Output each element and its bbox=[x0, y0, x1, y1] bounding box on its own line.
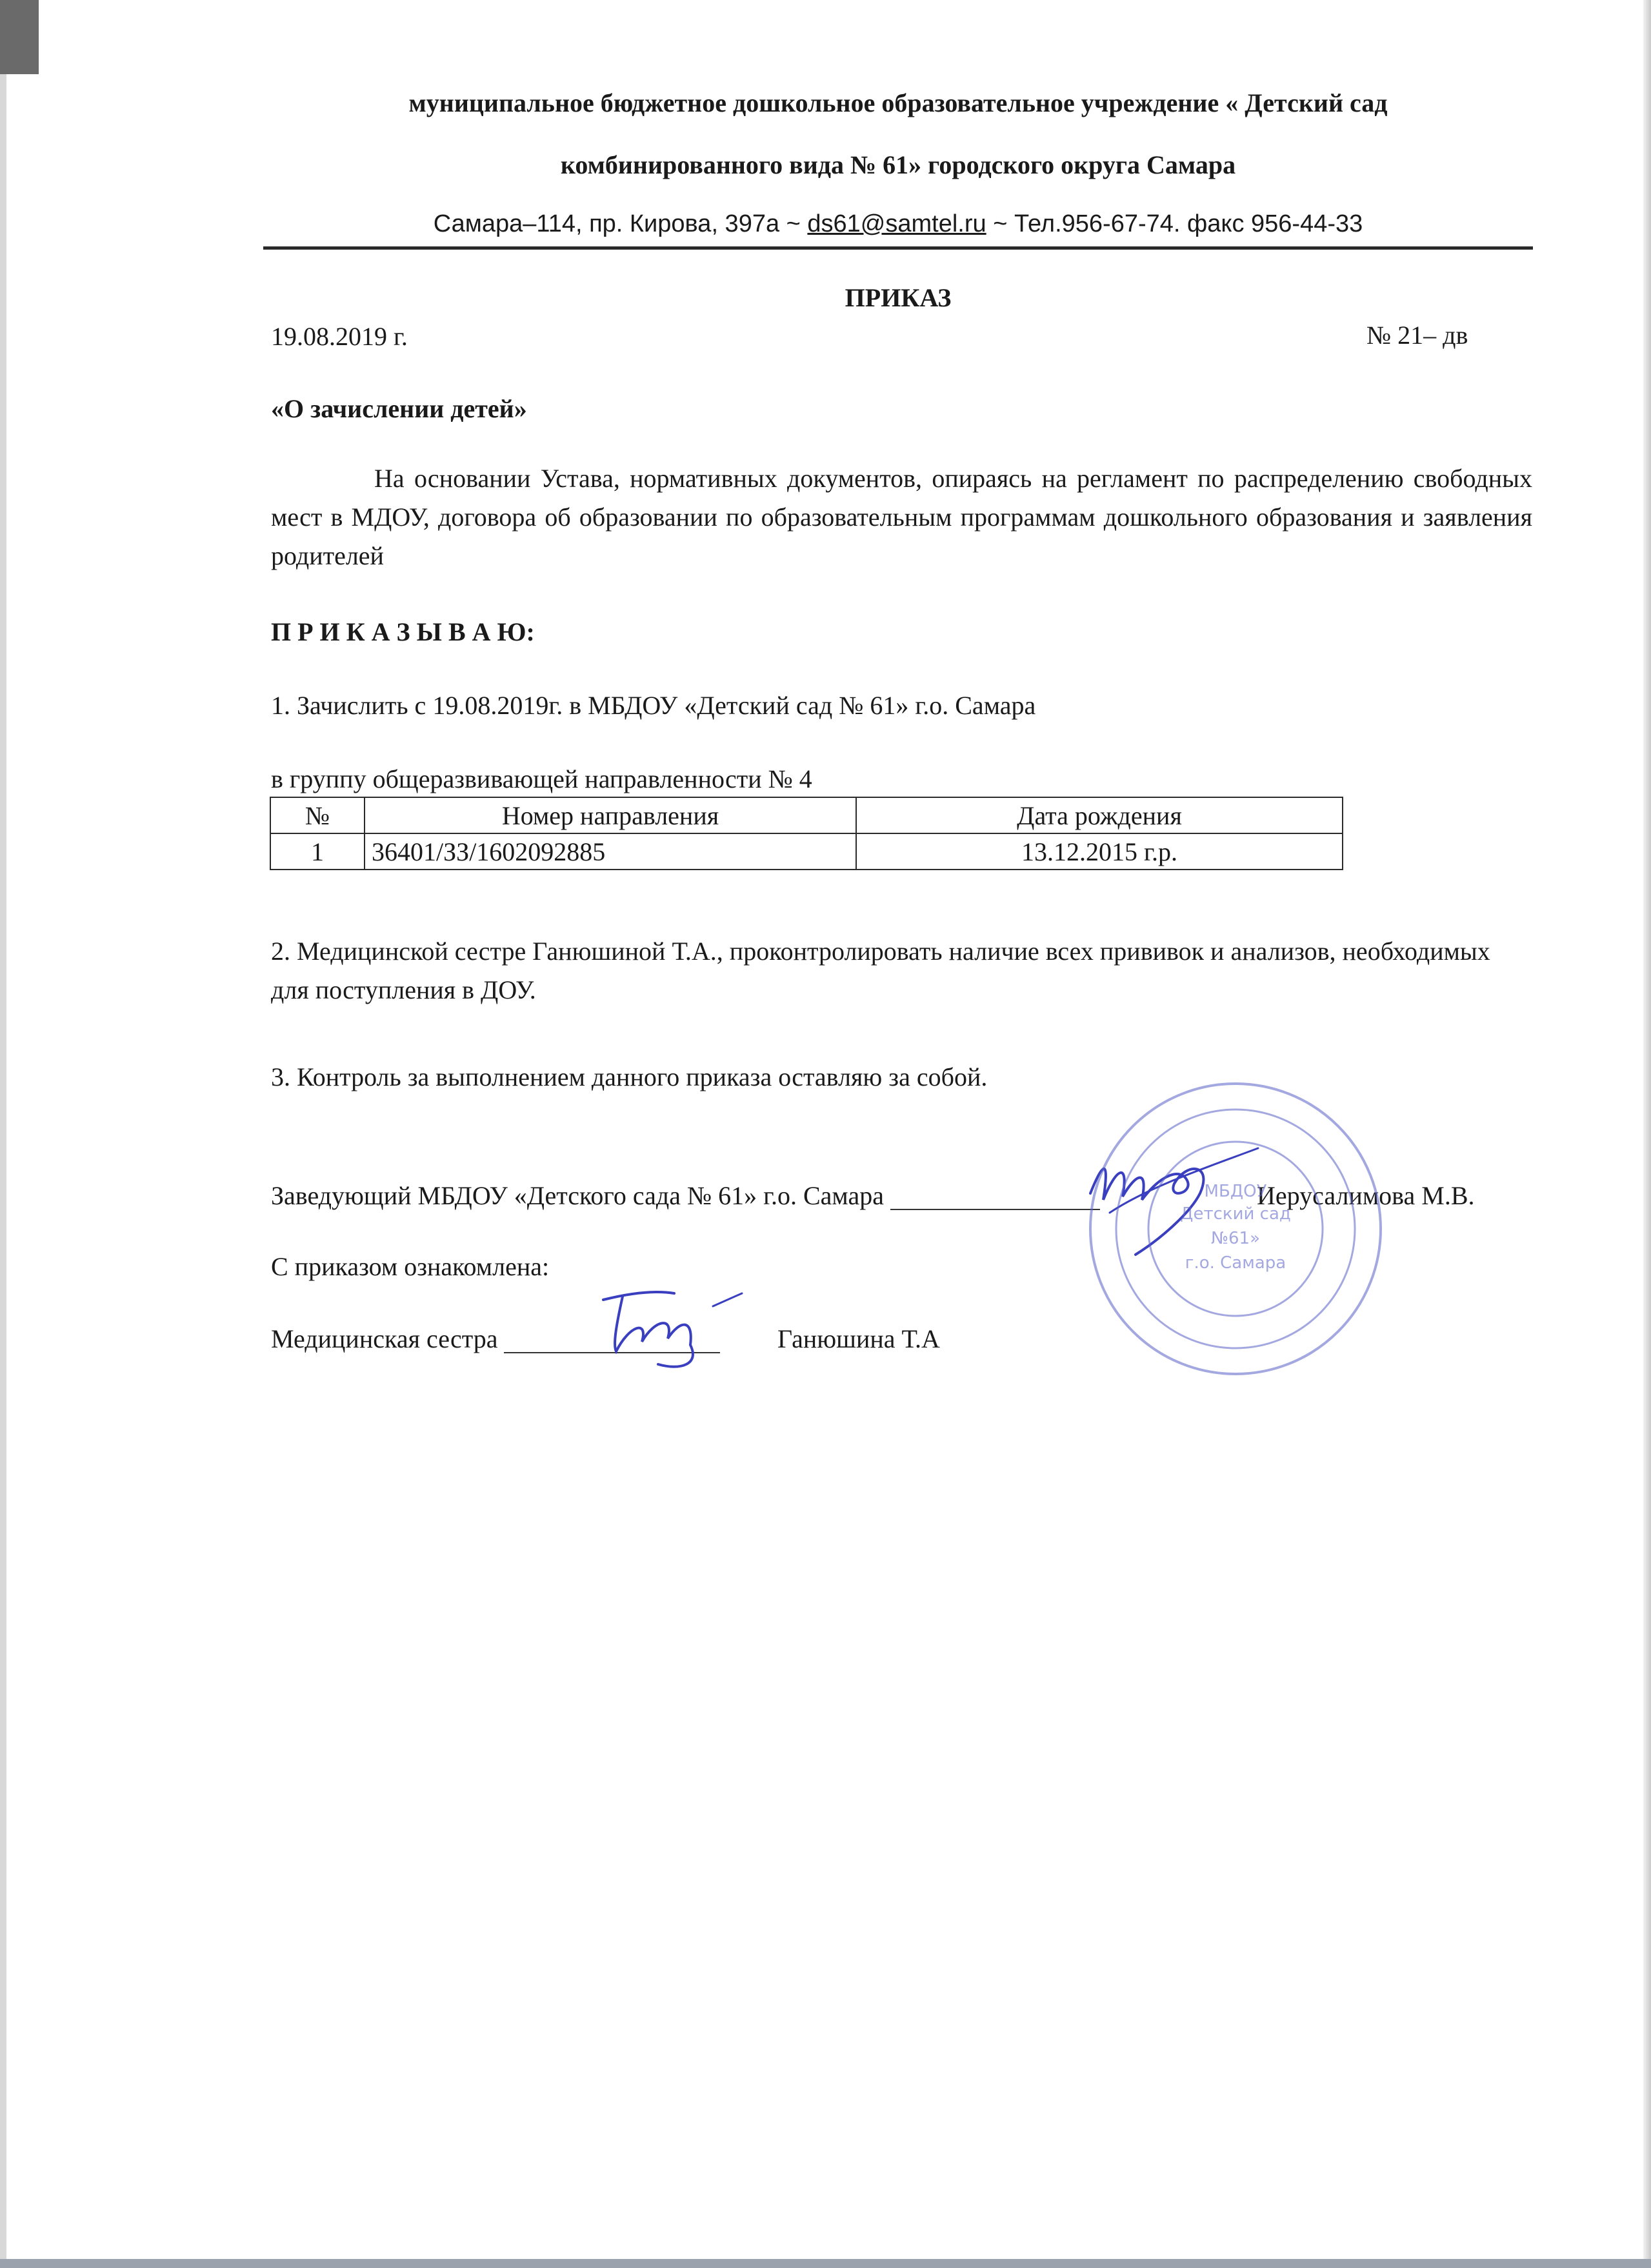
seal-center-line: №61» bbox=[1210, 1229, 1261, 1248]
seal-center-line: МБДОУ bbox=[1204, 1182, 1267, 1201]
order-subject: «О зачислении детей» bbox=[271, 394, 527, 423]
acquainted-label: С приказом ознакомлена: bbox=[271, 1252, 550, 1281]
order-item-1: 1. Зачислить с 19.08.2019г. в МБДОУ «Детский сад № 61» г.о. Самара bbox=[271, 691, 1036, 720]
order-preamble: На основании Устава, нормативных документов, опираясь на регламент по распределению свободных мест в МДОУ, договора об образовании по образовательным программам дошкольного образования и заявления родителей bbox=[271, 464, 1532, 570]
head-name: Иерусалимова М.В. bbox=[1257, 1181, 1475, 1210]
nurse-role: Медицинская сестра bbox=[271, 1324, 505, 1353]
table-cell: 1 bbox=[270, 833, 365, 870]
head-signature-line bbox=[271, 1183, 1100, 1210]
order-directive: П Р И К А З Ы В А Ю: bbox=[271, 617, 535, 646]
order-item-2: 2. Медицинской сестре Ганюшиной Т.А., проконтролировать наличие всех прививок и анализов, необходимых для поступления в ДОУ. bbox=[271, 937, 1490, 1004]
order-group: в группу общеразвивающей направленности № 4 bbox=[271, 764, 812, 793]
org-contacts bbox=[265, 212, 1532, 236]
table-header-cell: Дата рождения bbox=[856, 797, 1343, 833]
nurse-handwritten-signature bbox=[597, 1280, 765, 1377]
table-row bbox=[270, 833, 1343, 870]
header-divider bbox=[263, 246, 1533, 250]
org-name-line1: муниципальное бюджетное дошкольное образовательное учреждение « Детский сад bbox=[408, 88, 1388, 117]
org-phones: ~ Тел.956-67-74. факс 956-44-33 bbox=[986, 210, 1363, 237]
scan-edge-right bbox=[1643, 0, 1651, 2268]
scan-edge-left bbox=[0, 0, 6, 2268]
nurse-name: Ганюшина Т.А bbox=[777, 1324, 940, 1353]
order-number: № 21– дв bbox=[1366, 321, 1468, 350]
order-title: ПРИКАЗ bbox=[845, 283, 952, 312]
table-header-cell: Номер направления bbox=[365, 797, 856, 833]
seal-center-line: Детский сад bbox=[1180, 1204, 1291, 1224]
head-role: Заведующий МБДОУ «Детского сада № 61» г.о. Самара bbox=[271, 1181, 890, 1210]
org-address: Самара–114, пр. Кирова, 397а ~ bbox=[433, 210, 808, 237]
table-cell: 36401/ЗЗ/1602092885 bbox=[365, 833, 856, 870]
org-email-link[interactable]: ds61@samtel.ru bbox=[807, 210, 986, 237]
seal-center-line: г.о. Самара bbox=[1185, 1253, 1286, 1273]
scan-binding-mark bbox=[0, 0, 39, 74]
table-header-row bbox=[270, 797, 1343, 833]
table-header-cell: № bbox=[270, 797, 365, 833]
scan-edge-bottom bbox=[0, 2259, 1651, 2268]
order-item-3: 3. Контроль за выполнением данного приказа оставляю за собой. bbox=[271, 1062, 988, 1091]
org-name-line2: комбинированного вида № 61» городского округа Самара bbox=[560, 150, 1236, 179]
table-cell: 13.12.2015 г.р. bbox=[856, 833, 1343, 870]
official-seal bbox=[1084, 1077, 1387, 1380]
order-date: 19.08.2019 г. bbox=[271, 322, 408, 351]
enrollment-table bbox=[270, 797, 1343, 870]
